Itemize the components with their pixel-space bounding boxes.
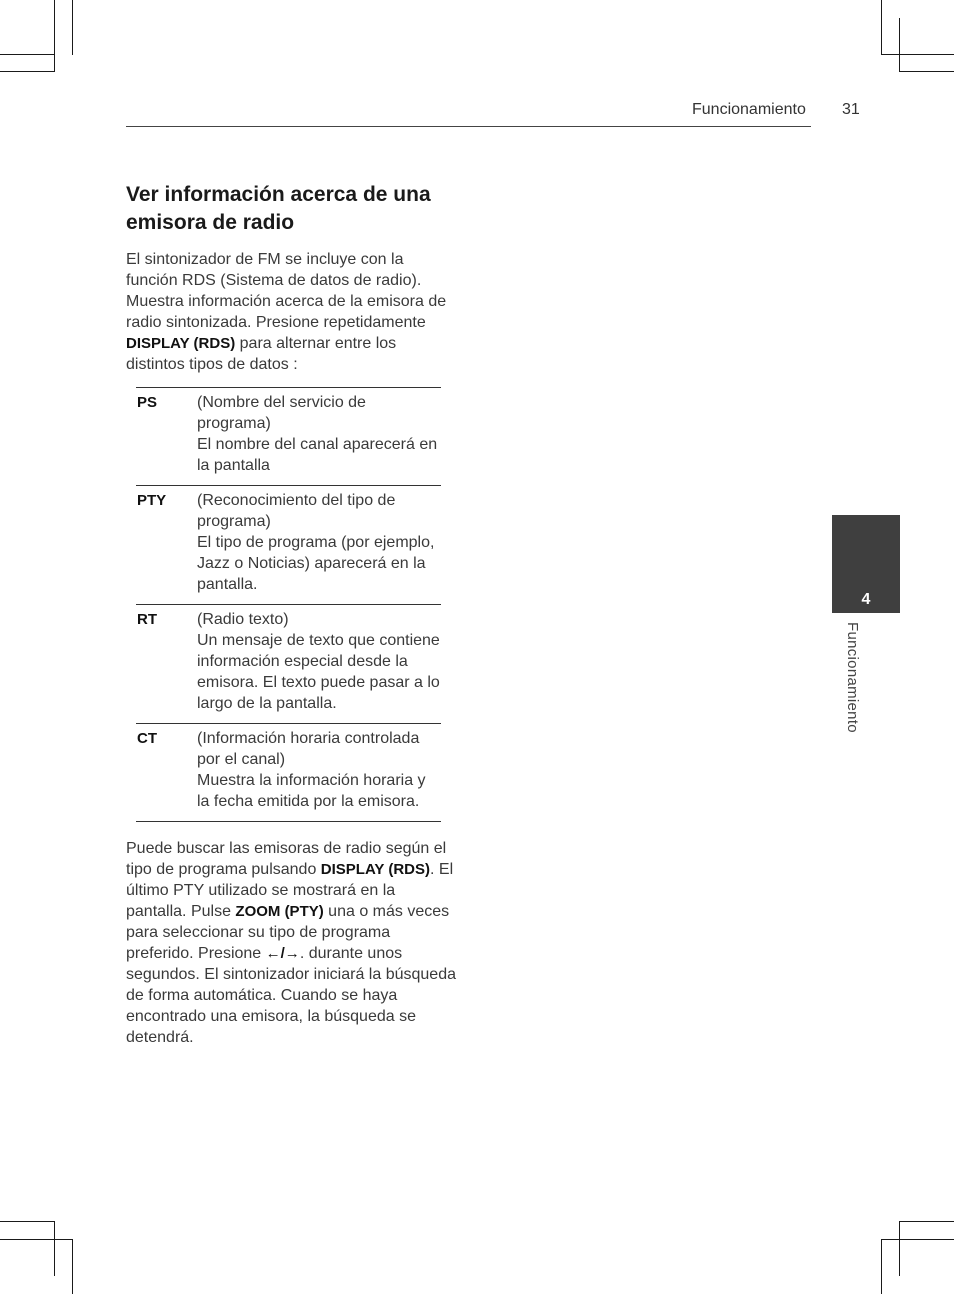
rds-code: RT xyxy=(137,611,157,628)
rds-types-table xyxy=(136,387,441,822)
intro-paragraph xyxy=(126,249,456,375)
outro-text: Puede buscar las emisoras de radio según el tipo de programa pulsando xyxy=(126,840,447,878)
crop-mark xyxy=(54,0,55,72)
crop-mark xyxy=(899,18,900,72)
table-row xyxy=(136,723,441,822)
crop-mark xyxy=(881,0,882,55)
rds-detail: El tipo de programa (por ejemplo, Jazz o Noticias) aparecerá en la pantalla. xyxy=(197,534,435,593)
rds-description xyxy=(197,490,441,595)
zoom-pty-button-ref: ZOOM (PTY) xyxy=(235,903,324,920)
crop-mark xyxy=(899,71,954,72)
left-right-arrows-icon: ←/→ xyxy=(265,945,300,962)
rds-name: (Radio texto) xyxy=(197,611,289,628)
header-rule xyxy=(126,126,811,127)
pty-search-paragraph xyxy=(126,838,456,1048)
chapter-label: Funcionamiento xyxy=(844,622,861,733)
section-title: Ver información acerca de una emisora de radio xyxy=(126,183,431,234)
rds-detail: Un mensaje de texto que contiene información especial desde la emisora. El texto puede pasar a lo largo de la pantalla. xyxy=(197,632,440,712)
rds-detail: El nombre del canal aparecerá en la pantalla xyxy=(197,436,438,474)
crop-mark xyxy=(881,1239,882,1294)
rds-code: CT xyxy=(137,730,157,747)
crop-mark xyxy=(882,1239,954,1240)
crop-mark xyxy=(899,1221,900,1276)
display-rds-button-ref: DISPLAY (RDS) xyxy=(320,861,430,878)
rds-description xyxy=(197,392,441,476)
rds-name: (Reconocimiento del tipo de programa) xyxy=(197,492,396,530)
chapter-number: 4 xyxy=(861,591,871,608)
rds-detail: Muestra la información horaria y la fecha emitida por la emisora. xyxy=(197,772,426,810)
outro-text: . El último PTY utilizado se mostrará en la pantalla. Pulse xyxy=(126,861,454,920)
crop-mark xyxy=(0,1239,72,1240)
intro-text-end: para alternar entre los distintos tipos de datos : xyxy=(126,335,397,373)
crop-mark xyxy=(882,54,954,55)
crop-mark xyxy=(72,0,73,55)
table-row xyxy=(136,387,441,485)
display-rds-button-ref: DISPLAY (RDS) xyxy=(126,335,236,352)
rds-code: PTY xyxy=(137,492,167,509)
outro-text: . durante unos segundos. El sintonizador iniciará la búsqueda de forma automática. Cuando se haya encontrado una emisora, la búsqueda se detendrá. xyxy=(126,945,456,1046)
crop-mark xyxy=(0,1221,55,1222)
outro-text: una o más veces para seleccionar su tipo de programa preferido. Presione xyxy=(126,903,450,962)
rds-description xyxy=(197,728,441,812)
rds-code: PS xyxy=(137,394,158,411)
table-row xyxy=(136,604,441,723)
crop-mark xyxy=(899,1221,954,1222)
rds-name: (Nombre del servicio de programa) xyxy=(197,394,366,432)
crop-mark xyxy=(72,1239,73,1294)
running-header-section: Funcionamiento xyxy=(692,101,806,118)
chapter-tab xyxy=(832,515,900,613)
crop-mark xyxy=(0,54,55,55)
rds-description xyxy=(197,609,441,714)
crop-mark xyxy=(0,71,55,72)
table-row xyxy=(136,485,441,604)
page-number: 31 xyxy=(842,101,860,118)
rds-name: (Información horaria controlada por el canal) xyxy=(197,730,420,768)
crop-mark xyxy=(54,1221,55,1276)
intro-text: El sintonizador de FM se incluye con la función RDS (Sistema de datos de radio). Muestra información acerca de la emisora de radio sintonizada. Presione repetidamente xyxy=(126,251,447,331)
